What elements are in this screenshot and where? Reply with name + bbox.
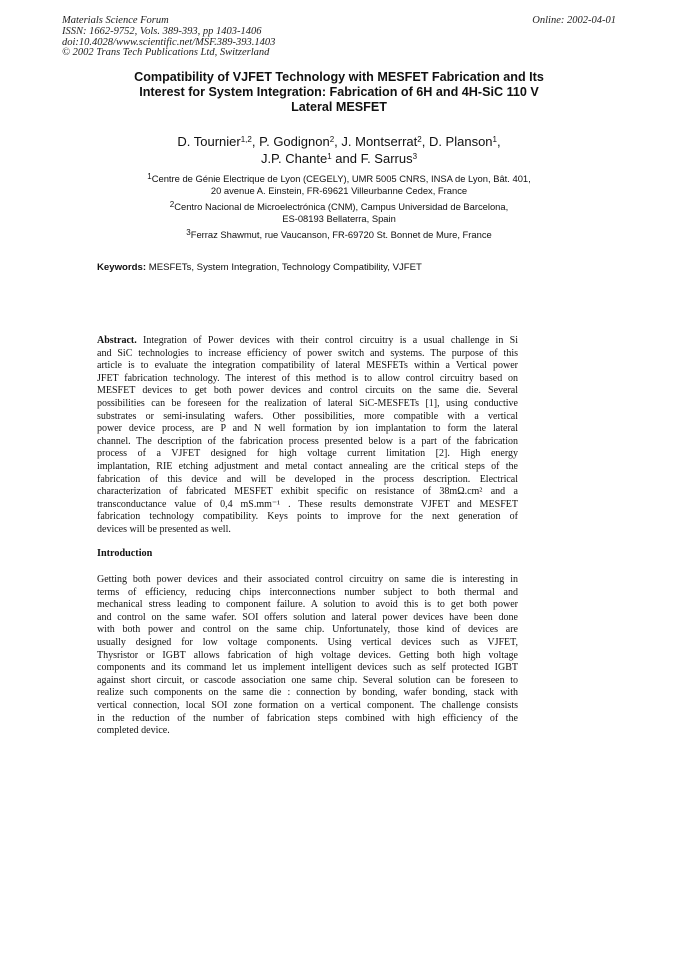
abstract [97,335,518,537]
author-sep: and [331,151,361,166]
intro-line: Thysristor or IGBT allows fabrication of high voltage devices. Getting both high voltage [97,649,518,661]
abstract-line: and SiC technologies to increase efficiency of power switch and systems. The purpose of this [97,347,518,359]
intro-line: terms of efficiency, reducing chips interconnections number subject to both thermal and [97,586,518,598]
abstract-line: fabrication technology compatibility. Keys points to improve for the next generation of [97,511,518,523]
abstract-line: possibilities can be foreseen for the realization of lateral SiC-MESFETs [1], using conductive [97,397,518,409]
affiliation-1 [90,173,588,196]
author-name: D. Planson [428,134,493,149]
intro-line: components and its command let us implement intelligent devices such as self protected IGBT [97,662,518,674]
affiliation-line: ES-08193 Bellaterra, Spain [282,212,396,224]
keywords-text: MESFETs, System Integration, Technology Compatibility, VJFET [146,262,422,273]
title-line: Compatibility of VJFET Technology with MESFET Fabrication and Its [134,70,544,84]
abstract-text: Integration of Power devices with their control circuitry is a usual challenge in Si [136,335,518,346]
affiliation-text: Ferraz Shawmut, rue Vaucanson, FR-69720 St. Bonnet de Mure, France [190,229,492,240]
introduction-heading: Introduction [97,548,153,559]
abstract-line: channel. The description of the fabrication process presented below is a part of the fabrication [97,435,518,447]
abstract-line: transconductance value of 0,4 mS.mm⁻¹ . These results demonstrate VJFET and MESFET [97,498,518,510]
title-line: Interest for System Integration: Fabrication of 6H and 4H-SiC 110 V [139,85,539,99]
intro-line: Getting both power devices and their associated control circuitry on same die is interesting in [97,574,518,585]
online-date: Online: 2002-04-01 [532,15,616,26]
affiliation-mark: 3 [186,228,191,237]
intro-line: mechanical stress leading to component failure. A solution to avoid this is to get both power [97,599,518,611]
abstract-line: MESFET devices to get both power devices and control circuits on the same die. Several [97,385,518,397]
author-name: J.P. Chante [260,151,328,166]
abstract-line: process of a VJFET designed for high voltage current limitation [2]. High energy [97,448,518,460]
journal-name: Materials Science Forum [62,15,169,26]
affiliation-line [90,173,588,185]
intro-line: in the reduction of the number of fabrication steps combined with high efficiency of the [97,712,518,724]
author-sep: , [334,134,342,149]
intro-line: vertical connection, local SOI zone formation on a vertical component. The challenge consists [97,699,518,711]
author-line [90,150,588,167]
author-sep: , [421,134,429,149]
author-affil-mark: 1 [327,152,332,161]
intro-line: realize such components on the same die : connection by bonding, wafer bonding, stack with [97,687,518,699]
affiliation-mark: 2 [169,200,175,209]
doi-line: doi:10.4028/www.scientific.net/MSF.389-393.1403 [62,36,276,48]
issn-line: ISSN: 1662-9752, Vols. 389-393, pp 1403-1406 [62,25,262,37]
author-affil-mark: 2 [329,135,335,144]
abstract-line: substrates or semi-insulating wafers. Other possibilities, more compatible with a vertical [97,410,518,422]
intro-line: usually designed for low voltage components. Using vertical devices such as VJFET, [97,636,518,648]
author-sep: , [251,134,260,149]
introduction-body [97,574,518,738]
keywords-label: Keywords: [97,262,147,273]
abstract-line: JFET fabrication technology. The interest of this method is to allow control circuitry based on [97,372,518,384]
affiliation-mark: 1 [147,172,152,181]
journal-citation [62,16,275,59]
author-name: P. Godignon [259,134,330,149]
author-affil-mark: 1,2 [240,135,252,144]
abstract-line: devices will be presented as well. [97,523,231,535]
abstract-line: power device process, are P and N well formation by ion implantation to form the lateral [97,423,518,435]
abstract-line [97,335,518,348]
title-line: Lateral MESFET [291,100,387,114]
author-name: F. Sarrus [360,151,413,166]
paper-title [90,70,588,115]
author-name: D. Tournier [177,134,241,149]
abstract-line: fabrication of this device and will be developed in the process description. Electrical [97,473,518,485]
author-list [90,133,588,167]
copyright-line: © 2002 Trans Tech Publications Ltd, Switzerland [62,47,270,59]
affiliation-line [90,229,588,241]
affiliation-line: 20 avenue A. Einstein, FR-69621 Villeurbanne Cedex, France [210,184,468,196]
affiliation-line [90,201,588,213]
affiliation-text: Centre de Génie Electrique de Lyon (CEGELY), UMR 5005 CNRS, INSA de Lyon, Bât. 401, [151,173,531,184]
author-affil-mark: 2 [417,135,422,144]
author-affil-mark: 3 [412,152,418,161]
author-name: J. Montserrat [341,134,418,149]
affiliation-2 [90,201,588,224]
keywords [97,262,587,274]
affiliation-text: Centro Nacional de Microelectrónica (CNM), Campus Universidad de Barcelona, [174,201,509,212]
author-sep: , [496,134,501,149]
author-affil-mark: 1 [492,135,497,144]
intro-line: against short circuit, or cascode association one same chip. Several solution can be foreseen to [97,674,518,686]
abstract-line: characterization of fabricated MESFET exhibit specific on resistance of 38mΩ.cm² and a [97,486,518,498]
abstract-line: article is to evaluate the integration compatibility of lateral MESFETs within a Vertical power [97,360,518,372]
intro-line: completed device. [97,725,170,737]
abstract-line: implantation, RIE etching adjustment and metal contact annealing are the critical steps of the [97,460,518,472]
affiliation-3 [90,229,588,241]
author-line [90,133,588,150]
abstract-label: Abstract. [97,335,137,346]
intro-line: with both power and control on the same chip. Unfortunately, those kind of devices are [97,624,518,636]
intro-line: and control on the same wafer. SOI offers solution and lateral power devices have been done [97,611,518,623]
